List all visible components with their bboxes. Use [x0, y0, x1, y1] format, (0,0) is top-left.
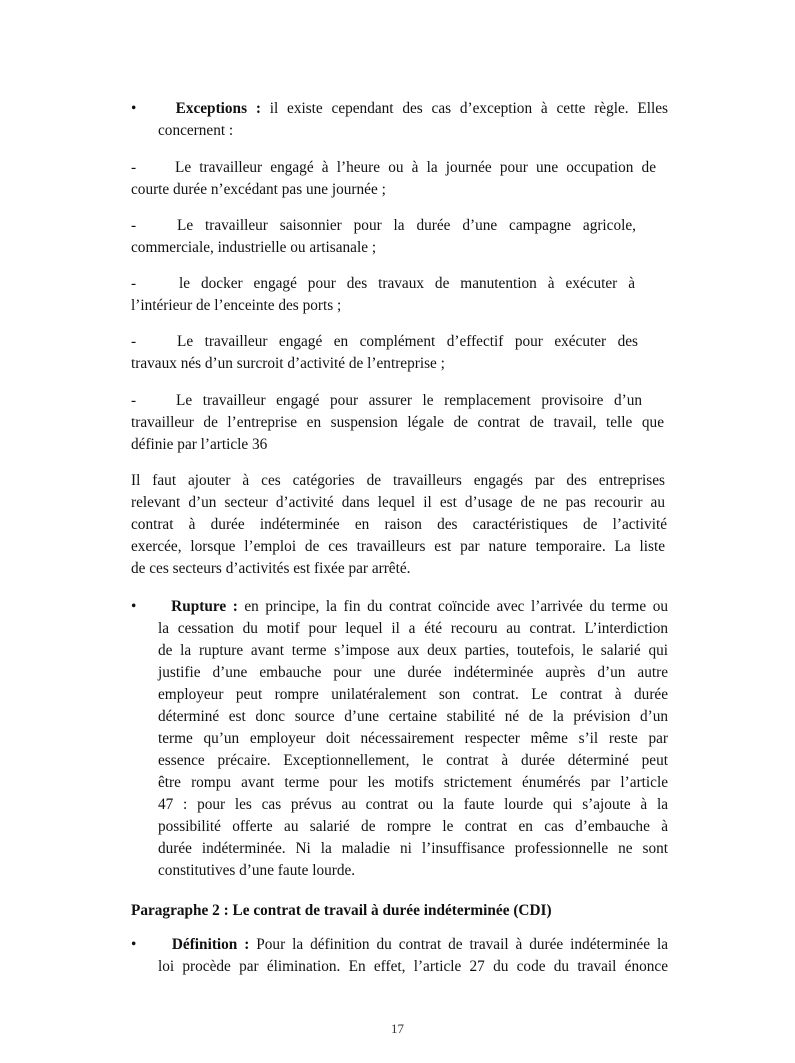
- exceptions-item: [158, 98, 668, 142]
- rupture-line: constitutives d’une faute lourde.: [158, 862, 356, 879]
- rupture-line: être rompu avant terme pour les motifs strictement énumérés par l’article: [158, 774, 668, 791]
- dash-marker: -: [131, 392, 137, 409]
- dash-item-3: [131, 273, 635, 317]
- rupture-line: 47 : pour les cas prévus au contrat ou la faute lourde qui s’ajoute à la: [158, 796, 668, 813]
- dash-item-line: l’intérieur de l’enceinte des ports ;: [131, 297, 342, 314]
- dash-marker: -: [131, 159, 137, 176]
- definition-term: Définition :: [171, 936, 250, 953]
- rupture-line: terme qu’un employeur doit nécessairement respecter même s’il reste par: [158, 730, 668, 747]
- dash-item-4: [131, 331, 638, 375]
- exceptions-line-1: Exceptions : il existe cependant des cas d’exception à cette règle. Elles: [175, 100, 668, 117]
- dash-marker: -: [131, 275, 137, 292]
- paragraph-line: contrat à durée indéterminée en raison des caractéristiques de l’activité: [131, 516, 667, 533]
- bullet-definition: •: [131, 936, 137, 953]
- dash-item-line: définie par l’article 36: [131, 436, 268, 453]
- heading-text: Paragraphe 2 : Le contrat de travail à durée indéterminée (CDI): [131, 902, 552, 919]
- dash-item-line: Le travailleur saisonnier pour la durée d’une campagne agricole,: [177, 217, 636, 234]
- dash-item-line: commerciale, industrielle ou artisanale ;: [131, 239, 377, 256]
- rupture-line: déterminé est donc source d’une certaine stabilité né de la prévision d’un: [158, 708, 668, 725]
- dash-item-5: [131, 390, 664, 456]
- definition-item: [158, 934, 668, 978]
- rupture-term: Rupture :: [171, 598, 238, 615]
- rupture-line: la cessation du motif pour lequel il a été recouru au contrat. L’interdiction: [158, 620, 668, 637]
- paragraph-line: exercée, lorsque l’emploi de ces travailleurs est par nature temporaire. La liste: [131, 538, 665, 555]
- rupture-line: durée indéterminée. Ni la maladie ni l’insuffisance professionnelle ne sont: [158, 840, 668, 857]
- dash-item-line: le docker engagé pour des travaux de manutention à exécuter à: [179, 275, 635, 292]
- page-number: 17: [391, 1021, 404, 1036]
- dash-item-line: travaux nés d’un surcroit d’activité de l’entreprise ;: [131, 355, 445, 372]
- rupture-line-1: Rupture : en principe, la fin du contrat coïncide avec l’arrivée du terme ou: [171, 598, 668, 615]
- paragraph-line: relevant d’un secteur d’activité dans lequel il est d’usage de ne pas recourir au: [131, 494, 665, 511]
- dash-item-line: Le travailleur engagé en complément d’effectif pour exécuter des: [177, 333, 638, 350]
- rupture-line: possibilité offerte au salarié de rompre le contrat en cas d’embauche à: [158, 818, 668, 835]
- paragraph-line: de ces secteurs d’activités est fixée par arrêté.: [131, 560, 411, 577]
- definition-line-2: loi procède par élimination. En effet, l’article 27 du code du travail énonce: [158, 958, 668, 975]
- dash-item-line: Le travailleur engagé à l’heure ou à la journée pour une occupation de: [175, 159, 656, 176]
- bullet-rupture: •: [131, 598, 137, 615]
- bullet-exceptions: •: [131, 100, 137, 117]
- dash-item-line: courte durée n’excédant pas une journée ;: [131, 181, 386, 198]
- rupture-item: [158, 596, 668, 882]
- rupture-line: essence précaire. Exceptionnellement, le contrat à durée déterminé peut: [158, 752, 668, 769]
- dash-marker: -: [131, 217, 137, 234]
- dash-item-1: [131, 157, 656, 201]
- definition-line-1: Définition : Pour la définition du contrat de travail à durée indéterminée la: [171, 936, 668, 953]
- dash-item-line: travailleur de l’entreprise en suspension légale de contrat de travail, telle que: [131, 414, 664, 431]
- exceptions-term: Exceptions :: [175, 100, 261, 117]
- paragraph-line: Il faut ajouter à ces catégories de travailleurs engagés par des entreprises: [131, 472, 665, 489]
- dash-item-2: [131, 215, 636, 259]
- rupture-line: employeur peut rompre unilatéralement son contrat. Le contrat à durée: [158, 686, 668, 703]
- rupture-line: justifie d’une embauche pour une durée indéterminée auprès d’un autre: [158, 664, 668, 681]
- rupture-line: de la rupture avant terme s’impose aux deux parties, toutefois, le salarié qui: [158, 642, 668, 659]
- body-paragraph: [131, 470, 665, 580]
- section-heading: [131, 900, 671, 922]
- exceptions-line-2: concernent :: [158, 122, 234, 139]
- dash-item-line: Le travailleur engagé pour assurer le remplacement provisoire d’un: [176, 392, 642, 409]
- dash-marker: -: [131, 333, 137, 350]
